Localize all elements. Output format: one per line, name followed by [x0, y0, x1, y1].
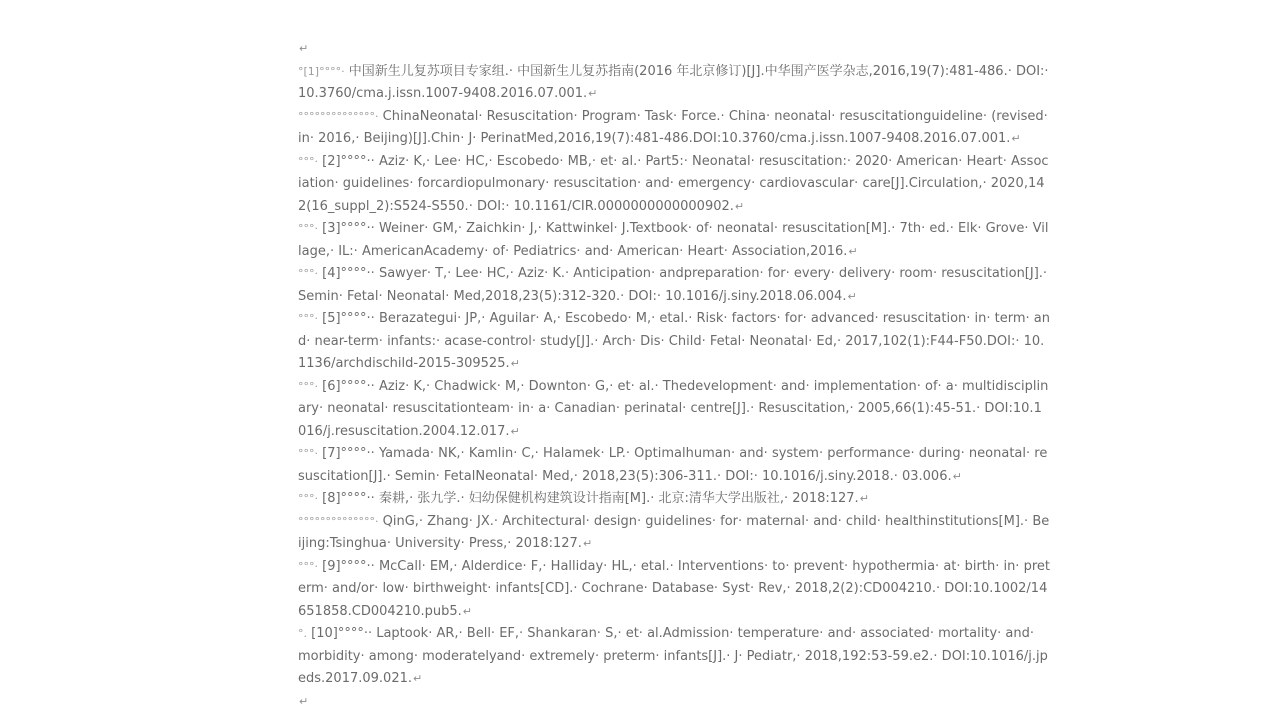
reference-paragraph[interactable]: [298, 511, 1050, 556]
reference-paragraph[interactable]: [298, 488, 1050, 511]
reference-paragraph[interactable]: [298, 61, 1050, 106]
reference-paragraph[interactable]: [298, 623, 1050, 691]
paragraph-mark: ↵: [413, 672, 423, 685]
reference-text: [10]°°°°·· Laptook· AR,· Bell· EF,· Shankaran· S,· et· al.Admission· temperature· and· associated· mortality· and· morbidity· among· moderatelyand· extremely· preterm· infants[J].· J· Pediatr,· 2018,192:53-59.e2.· DOI:10.1016/j.jpeds.2017.09.021.: [298, 626, 1048, 686]
reference-paragraph[interactable]: [298, 218, 1050, 263]
reference-paragraph[interactable]: [298, 263, 1050, 308]
paragraph-mark: ↵: [510, 357, 520, 370]
formatting-marks: °°°·: [298, 312, 318, 325]
reference-text: [2]°°°°·· Aziz· K,· Lee· HC,· Escobedo· MB,· et· al.· Part5:· Neonatal· resuscitation:· 2020· American· Heart· Association· guidelines· forcardiopulmonary· resuscitation· and· emergency· cardiovascular· care[J].Circulation,· 2020,142(16_suppl_2):S524-S550.· DOI:· 10.1161/CIR.0000000000000902.: [298, 153, 1049, 214]
reference-paragraph[interactable]: [298, 376, 1050, 444]
formatting-marks: °°°·: [298, 447, 318, 460]
formatting-marks: °.: [298, 627, 307, 640]
reference-text: [3]°°°°·· Weiner· GM,· Zaichkin· J,· Kattwinkel· J.Textbook· of· neonatal· resuscitation[M].· 7th· ed.· Elk· Grove· Village,· IL:· AmericanAcademy· of· Pediatrics· and· American· Heart· Association,2016.: [298, 221, 1049, 259]
paragraph-mark: ↵: [1011, 132, 1021, 145]
reference-text: [9]°°°°·· McCall· EM,· Alderdice· F,· Halliday· HL,· etal.· Interventions· to· prevent· hypothermia· at· birth· in· preterm· and/or· low· birthweight· infants[CD].· Cochrane· Database· Syst· Rev,· 2018,2(2):CD004210.· DOI:10.1002/14651858.CD004210.pub5.: [298, 558, 1050, 619]
reference-paragraph[interactable]: [298, 308, 1050, 376]
paragraph-mark: ↵: [299, 42, 309, 55]
reference-text: [6]°°°°·· Aziz· K,· Chadwick· M,· Downton· G,· et· al.· Thedevelopment· and· implementation· of· a· multidisciplinary· neonatal· resuscitationteam· in· a· Canadian· perinatal· centre[J].· Resuscitation,· 2005,66(1):45-51.· DOI:10.1016/j.resuscitation.2004.12.017.: [298, 378, 1049, 439]
formatting-marks: °[1]°°°°·: [298, 64, 345, 78]
reference-text: [8]°°°°·· 秦耕,· 张九学.· 妇幼保健机构建筑设计指南[M].· 北京:清华大学出版社,· 2018:127.: [318, 491, 859, 506]
paragraph-mark: ↵: [848, 244, 858, 258]
reference-paragraph[interactable]: [298, 106, 1050, 151]
paragraph-mark: ↵: [847, 289, 857, 303]
reference-text: [4]°°°°·· Sawyer· T,· Lee· HC,· Aziz· K.· Anticipation· andpreparation· for· every· delivery· room· resuscitation[J].· Semin· Fetal· Neonatal· Med,2018,23(5):312-320.· DOI:· 10.1016/j.siny.2018.06.004.: [298, 266, 1048, 304]
paragraph-mark: ↵: [462, 604, 472, 618]
empty-paragraph[interactable]: [298, 38, 1050, 61]
paragraph-mark: ↵: [582, 537, 593, 550]
reference-paragraph[interactable]: [298, 151, 1050, 219]
reference-text: 中国新生儿复苏项目专家组.· 中国新生儿复苏指南(2016 年北京修订)[J].中华围产医学杂志,2016,19(7):481-486.· DOI:· 10.3760/cma.j.issn.1007-9408.2016.07.001.: [298, 63, 1049, 101]
document-page[interactable]: [298, 38, 1050, 713]
reference-paragraph[interactable]: [298, 443, 1050, 488]
reference-paragraph[interactable]: [298, 556, 1050, 624]
paragraph-mark: ↵: [299, 694, 309, 708]
formatting-marks: °°°·: [298, 559, 318, 573]
paragraph-mark: ↵: [510, 424, 520, 438]
formatting-marks: °°°·: [298, 492, 318, 505]
reference-text: ChinaNeonatal· Resuscitation· Program· Task· Force.· China· neonatal· resuscitationguideline· (revised· in· 2016,· Beijing)[J].Chin· J· PerinatMed,2016,19(7):481-486.DOI:10.3760/cma.j.issn.1007-9408.2016.07.001.: [298, 108, 1048, 146]
empty-paragraph[interactable]: [298, 691, 1050, 714]
paragraph-mark: ↵: [734, 199, 745, 213]
formatting-marks: °°°·: [298, 379, 318, 393]
formatting-marks: °°°·: [298, 222, 318, 235]
formatting-marks: °°°·: [298, 154, 318, 168]
formatting-marks: °°°·: [298, 267, 318, 280]
reference-text: QinG,· Zhang· JX.· Architectural· design· guidelines· for· maternal· and· child· healthinstitutions[M].· Beijing:Tsinghua· University· Press,· 2018:127.: [298, 513, 1050, 551]
formatting-marks: °°°°°°°°°°°°°°·: [298, 514, 379, 528]
reference-text: [7]°°°°·· Yamada· NK,· Kamlin· C,· Halamek· LP.· Optimalhuman· and· system· performance· during· neonatal· resuscitation[J].· Semin· FetalNeonatal· Med,· 2018,23(5):306-311.· DOI:· 10.1016/j.siny.2018.· 03.006.: [298, 446, 1048, 484]
paragraph-mark: ↵: [952, 469, 962, 483]
formatting-marks: °°°°°°°°°°°°°°·: [298, 109, 379, 123]
paragraph-mark: ↵: [859, 492, 869, 505]
reference-text: [5]°°°°·· Berazategui· JP,· Aguilar· A,· Escobedo· M,· etal.· Risk· factors· for· advanced· resuscitation· in· term· and· near-term· infants:· acase-control· study[J].· Arch· Dis· Child· Fetal· Neonatal· Ed,· 2017,102(1):F44-F50.DOI:· 10.1136/archdischild-2015-309525.: [298, 311, 1051, 371]
paragraph-mark: ↵: [588, 87, 598, 100]
